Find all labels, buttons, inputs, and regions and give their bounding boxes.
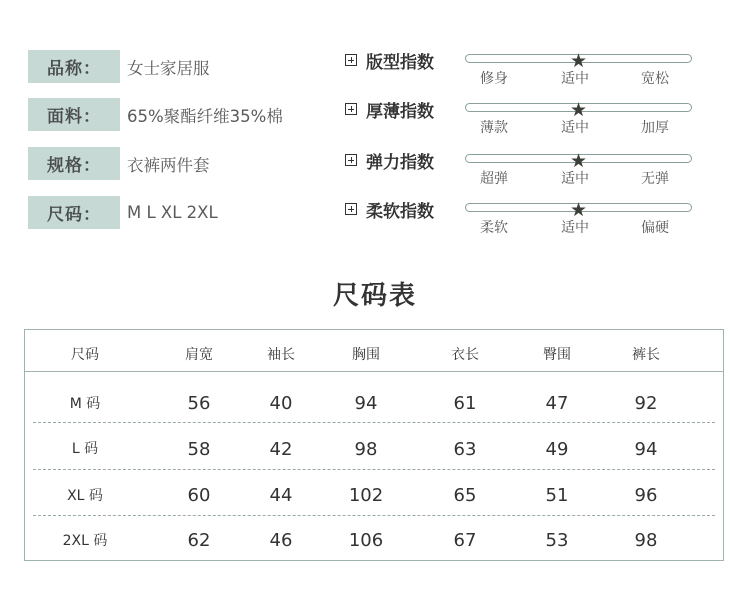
plus-box-icon (345, 154, 357, 166)
index-tick-low: 修身 (480, 71, 508, 87)
spec-row-fabric (28, 98, 283, 131)
header-shoulder: 肩宽 (185, 347, 213, 363)
table-cell: 42 (269, 439, 293, 460)
index-tick-mid: 适中 (561, 120, 589, 136)
table-cell: 47 (545, 393, 569, 414)
table-cell: 56 (187, 393, 211, 414)
index-row-elasticity (345, 148, 705, 188)
table-cell: 98 (634, 530, 658, 551)
index-track (465, 50, 692, 72)
table-cell: 53 (545, 530, 569, 551)
table-cell: 62 (187, 530, 211, 551)
index-tick-high: 宽松 (641, 71, 669, 87)
table-cell: 46 (269, 530, 293, 551)
table-cell: 102 (348, 485, 384, 506)
index-tick-low: 超弹 (480, 171, 508, 187)
spec-value: 65%聚酯纤维35%棉 (127, 106, 283, 126)
row-divider (33, 515, 715, 516)
size-table (24, 329, 724, 561)
table-cell: 65 (453, 485, 477, 506)
spec-label: 品称： (28, 50, 120, 83)
index-title: 版型指数 (366, 53, 434, 73)
table-cell: 40 (269, 393, 293, 414)
index-tick-high: 无弹 (641, 171, 669, 187)
index-row-softness (345, 197, 705, 237)
plus-box-icon (345, 103, 357, 115)
table-cell: 98 (354, 439, 378, 460)
table-cell: 63 (453, 439, 477, 460)
table-cell: 60 (187, 485, 211, 506)
spec-value: 女士家居服 (127, 58, 210, 78)
spec-label: 规格： (28, 147, 120, 180)
index-row-fit (345, 48, 705, 88)
index-tick-mid: 适中 (561, 220, 589, 236)
index-title: 柔软指数 (366, 202, 434, 222)
plus-box-icon (345, 203, 357, 215)
row-divider (33, 469, 715, 470)
header-sleeve: 袖长 (267, 347, 295, 363)
size-name: 2XL 码 (62, 533, 108, 549)
table-cell: 67 (453, 530, 477, 551)
size-table-title: 尺码表 (332, 281, 417, 311)
spec-row-style (28, 147, 210, 180)
spec-row-name (28, 50, 210, 83)
index-title: 弹力指数 (366, 153, 434, 173)
star-icon: ★ (569, 50, 588, 72)
table-cell: 51 (545, 485, 569, 506)
index-track (465, 199, 692, 221)
table-cell: 44 (269, 485, 293, 506)
size-name: L 码 (71, 441, 99, 457)
index-tick-mid: 适中 (561, 71, 589, 87)
table-cell: 58 (187, 439, 211, 460)
index-tick-mid: 适中 (561, 171, 589, 187)
size-name: M 码 (69, 396, 101, 412)
index-track (465, 150, 692, 172)
header-pants-length: 裤长 (632, 347, 660, 363)
spec-value: 衣裤两件套 (127, 155, 210, 175)
table-cell: 94 (634, 439, 658, 460)
index-row-thickness (345, 97, 705, 137)
header-length: 衣长 (451, 347, 479, 363)
header-chest: 胸围 (352, 347, 380, 363)
star-icon: ★ (569, 99, 588, 121)
index-tick-high: 偏硬 (641, 220, 669, 236)
spec-value: M L XL 2XL (127, 203, 218, 222)
size-name: XL 码 (67, 488, 103, 504)
star-icon: ★ (569, 150, 588, 172)
index-tick-low: 薄款 (480, 120, 508, 136)
header-size: 尺码 (71, 347, 99, 363)
table-cell: 61 (453, 393, 477, 414)
spec-row-sizes (28, 196, 218, 229)
index-tick-high: 加厚 (641, 120, 669, 136)
table-cell: 106 (348, 530, 384, 551)
table-cell: 96 (634, 485, 658, 506)
plus-box-icon (345, 54, 357, 66)
spec-label: 面料： (28, 98, 120, 131)
table-cell: 94 (354, 393, 378, 414)
header-divider (25, 371, 723, 372)
index-track (465, 99, 692, 121)
table-cell: 49 (545, 439, 569, 460)
spec-label: 尺码： (28, 196, 120, 229)
header-hip: 臀围 (543, 347, 571, 363)
table-cell: 92 (634, 393, 658, 414)
star-icon: ★ (569, 199, 588, 221)
index-tick-low: 柔软 (480, 220, 508, 236)
row-divider (33, 422, 715, 423)
index-title: 厚薄指数 (366, 102, 434, 122)
